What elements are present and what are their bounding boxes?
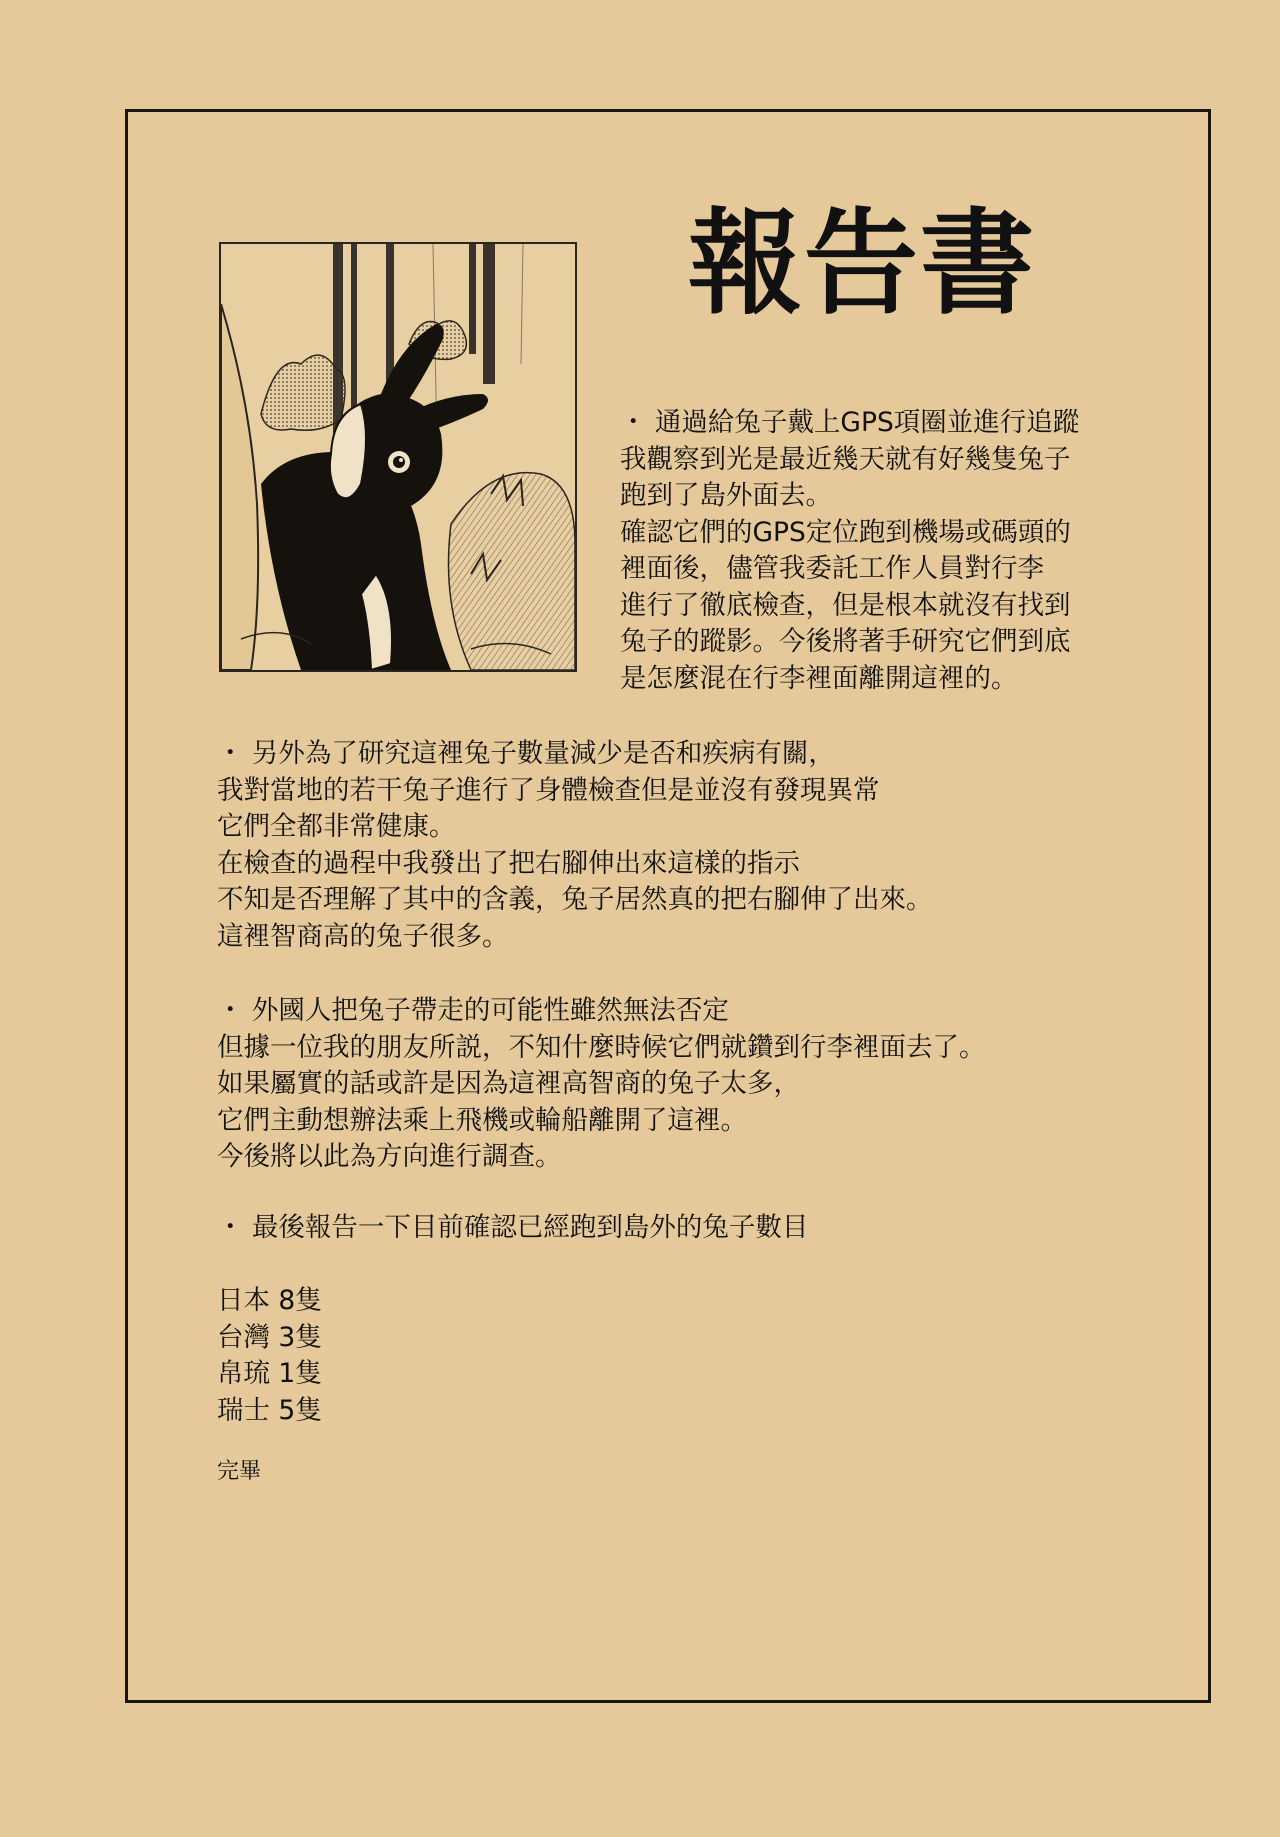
count-item-taiwan: 台灣 3隻 (217, 1321, 322, 1353)
paragraph-line: ・ 外國人把兔子帶走的可能性雖然無法否定 (217, 995, 729, 1026)
paragraph-line: ・ 最後報告一下目前確認已經跑到島外的兔子數目 (217, 1212, 809, 1243)
paragraph-line: 這裡智商高的兔子很多。 (217, 920, 509, 952)
paragraph-line: ・ 另外為了研究這裡兔子數量減少是否和疾病有關， (217, 738, 835, 769)
paragraph-line: ・ 通過給兔子戴上GPS項圈並進行追蹤 (620, 407, 1080, 438)
paragraph-final-report (217, 1210, 808, 1247)
rabbit-drawing (221, 244, 575, 670)
paragraph-line: 在檢查的過程中我發出了把右腳伸出來這樣的指示 (217, 847, 800, 879)
paragraph-line: 它們全都非常健康。 (217, 811, 456, 842)
count-item-palau: 帛琉 1隻 (217, 1358, 322, 1389)
paragraph-line: 它們主動想辦法乘上飛機或輪船離開了這裡。 (217, 1104, 747, 1136)
paragraph-line: 我對當地的若干兔子進行了身體檢查但是並沒有發現異常 (217, 774, 880, 806)
paragraph-health-check (217, 736, 933, 955)
count-item-switzerland: 瑞士 5隻 (217, 1394, 322, 1426)
paragraph-line: 我觀察到光是最近幾天就有好幾隻兔子 (620, 443, 1071, 475)
paragraph-line: 進行了徹底檢查，但是根本就沒有找到 (620, 589, 1071, 621)
paragraph-gps-tracking (620, 405, 1079, 697)
rabbit-illustration (219, 242, 577, 672)
paragraph-line: 今後將以此為方向進行調查。 (217, 1141, 562, 1172)
paragraph-line: 裡面後，儘管我委託工作人員對行李 (620, 553, 1044, 584)
paragraph-line: 確認它們的GPS定位跑到機場或碼頭的 (620, 516, 1071, 548)
closing-text: 完畢 (217, 1459, 262, 1484)
paragraph-foreigners (217, 993, 986, 1176)
paragraph-line: 但據一位我的朋友所説，不知什麼時候它們就鑽到行李裡面去了。 (217, 1031, 986, 1063)
count-item-japan: 日本 8隻 (217, 1285, 322, 1316)
rabbit-count-list (217, 1283, 322, 1429)
paragraph-line: 如果屬實的話或許是因為這裡高智商的兔子太多， (217, 1068, 800, 1099)
report-title: 報告書 (688, 196, 1037, 330)
paragraph-line: 不知是否理解了其中的含義，兔子居然真的把右腳伸了出來。 (217, 884, 933, 915)
paragraph-line: 是怎麼混在行李裡面離開這裡的。 (620, 662, 1018, 694)
paragraph-line: 兔子的蹤影。今後將著手研究它們到底 (620, 626, 1071, 657)
paragraph-line: 跑到了島外面去。 (620, 480, 832, 511)
